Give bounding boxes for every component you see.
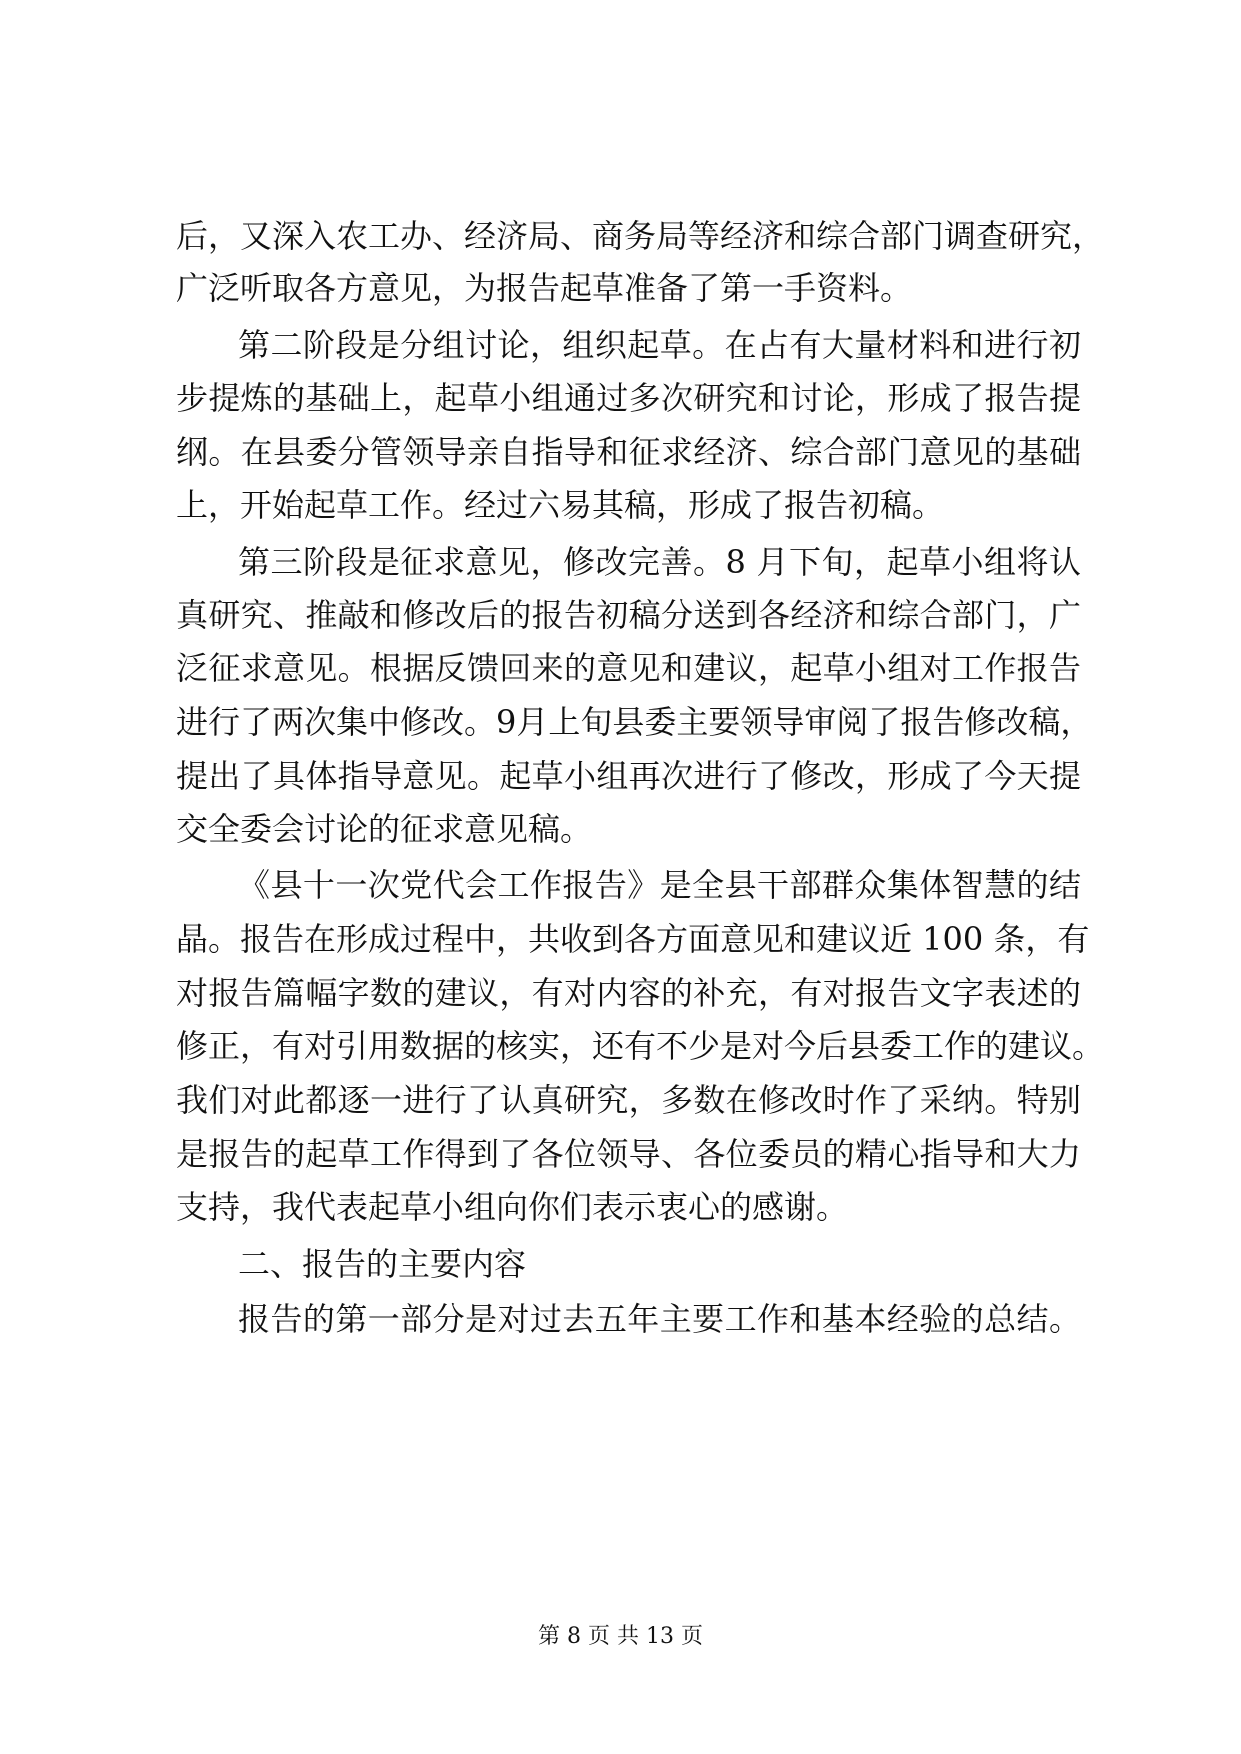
section-heading: 二、报告的主要内容 bbox=[238, 1245, 527, 1283]
body-text-line: 纲。在县委分管领导亲自指导和征求经济、综合部门意见的基础 bbox=[176, 433, 1081, 471]
body-text-line: 提出了具体指导意见。起草小组再次进行了修改，形成了今天提 bbox=[176, 757, 1081, 795]
body-text-line: 支持，我代表起草小组向你们表示衷心的感谢。 bbox=[176, 1188, 849, 1226]
body-text-line: 我们对此都逐一进行了认真研究，多数在修改时作了采纳。特别 bbox=[176, 1081, 1081, 1119]
body-text-line: 晶。报告在形成过程中，共收到各方面意见和建议近 100 条，有 bbox=[176, 920, 1090, 958]
page-number-footer: 第 8 页 共 13 页 bbox=[538, 1624, 703, 1649]
paragraph-first-line: 第三阶段是征求意见，修改完善。8 月下旬，起草小组将认 bbox=[238, 543, 1081, 581]
body-text-line: 是报告的起草工作得到了各位领导、各位委员的精心指导和大力 bbox=[176, 1135, 1081, 1173]
body-text-line: 步提炼的基础上，起草小组通过多次研究和讨论，形成了报告提 bbox=[176, 379, 1081, 417]
body-text-line: 广泛听取各方意见，为报告起草准备了第一手资料。 bbox=[176, 269, 913, 307]
body-text-line: 后，又深入农工办、经济局、商务局等经济和综合部门调查研究， bbox=[176, 217, 1105, 255]
body-text-line: 真研究、推敲和修改后的报告初稿分送到各经济和综合部门，广 bbox=[176, 596, 1081, 634]
body-text-line: 进行了两次集中修改。9月上旬县委主要领导审阅了报告修改稿， bbox=[176, 703, 1093, 741]
body-text-line: 上，开始起草工作。经过六易其稿，形成了报告初稿。 bbox=[176, 486, 945, 524]
body-text-line: 修正，有对引用数据的核实，还有不少是对今后县委工作的建议。 bbox=[176, 1027, 1105, 1065]
paragraph-first-line: 报告的第一部分是对过去五年主要工作和基本经验的总结。 bbox=[238, 1300, 1081, 1338]
body-text-line: 对报告篇幅字数的建议，有对内容的补充，有对报告文字表述的 bbox=[176, 974, 1081, 1012]
paragraph-first-line: 第二阶段是分组讨论，组织起草。在占有大量材料和进行初 bbox=[238, 326, 1081, 364]
body-text-line: 泛征求意见。根据反馈回来的意见和建议，起草小组对工作报告 bbox=[176, 649, 1081, 687]
body-text-line: 交全委会讨论的征求意见稿。 bbox=[176, 810, 593, 848]
paragraph-first-line: 《县十一次党代会工作报告》是全县干部群众集体智慧的结 bbox=[238, 866, 1081, 904]
